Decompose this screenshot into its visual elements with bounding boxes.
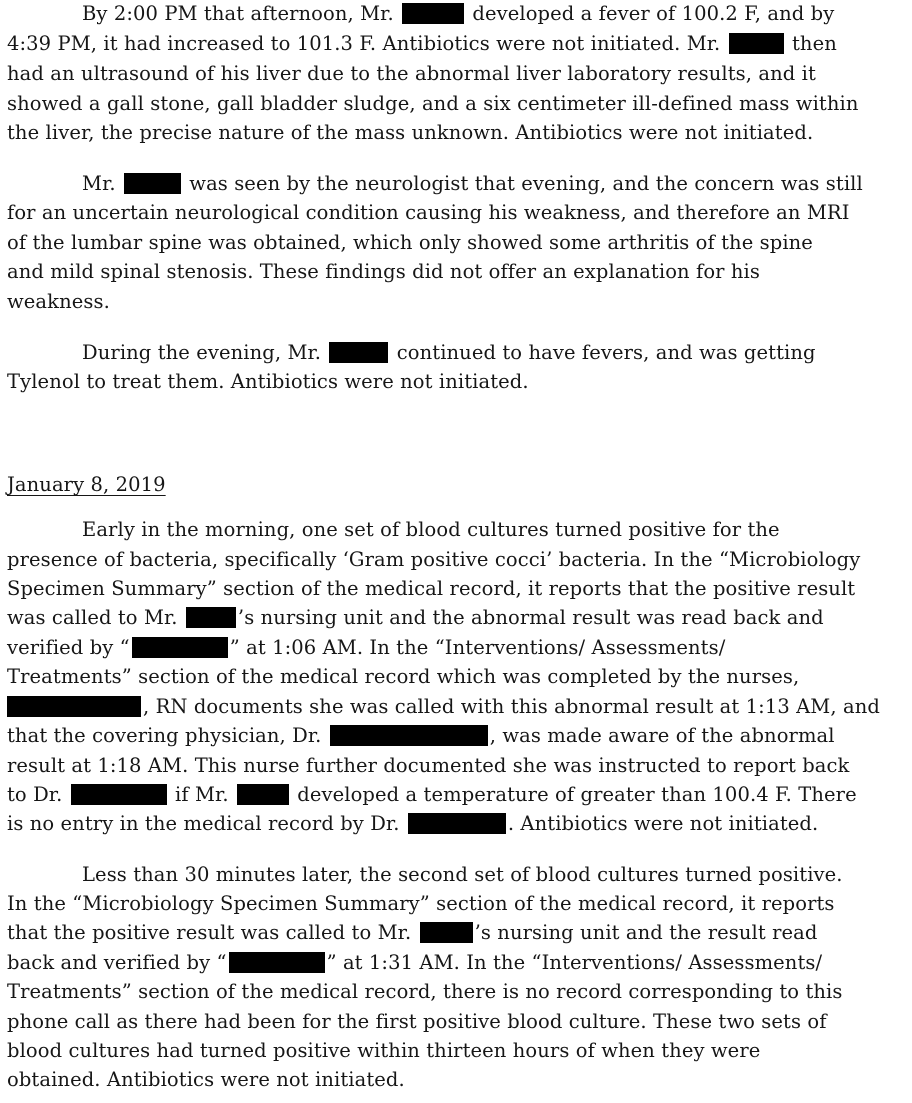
- date-heading: January 8, 2019: [7, 473, 166, 496]
- p1-line-5: the liver, the precise nature of the mass unknown. Antibiotics were not initiated.: [7, 121, 814, 144]
- p2-line-4: and mild spinal stenosis. These findings did not offer an explanation for his: [7, 260, 760, 283]
- redaction-box: [186, 607, 236, 628]
- p1-line-1: By 2:00 PM that afternoon, Mr. developed a fever of 100.2 F, and by: [82, 2, 835, 25]
- p4-line-10: to Dr. if Mr. developed a temperature of greater than 100.4 F. There: [7, 783, 857, 806]
- redaction-box: [408, 813, 506, 834]
- p2-line-3: of the lumbar spine was obtained, which only showed some arthritis of the spine: [7, 231, 813, 254]
- p2-line-2: for an uncertain neurological condition causing his weakness, and therefore an MRI: [7, 201, 850, 224]
- p2-line-1: Mr. was seen by the neurologist that evening, and the concern was still: [82, 172, 863, 195]
- p4-line-9: result at 1:18 AM. This nurse further documented she was instructed to report back: [7, 754, 850, 777]
- p5-line-2: In the “Microbiology Specimen Summary” section of the medical record, it reports: [7, 892, 835, 915]
- p1-line-4: showed a gall stone, gall bladder sludge, and a six centimeter ill-defined mass within: [7, 92, 859, 115]
- redaction-box: [132, 637, 228, 658]
- p5-line-6: phone call as there had been for the first positive blood culture. These two sets of: [7, 1010, 827, 1033]
- p1-line-2: 4:39 PM, it had increased to 101.3 F. Antibiotics were not initiated. Mr. then: [7, 32, 837, 55]
- redaction-box: [729, 33, 784, 54]
- redaction-box: [330, 725, 488, 746]
- p4-line-5: verified by “ ” at 1:06 AM. In the “Interventions/ Assessments/: [7, 636, 726, 659]
- redaction-box: [420, 922, 473, 943]
- p5-line-3: that the positive result was called to Mr. ’s nursing unit and the result read: [7, 921, 818, 944]
- p3-line-1: During the evening, Mr. continued to have fevers, and was getting: [82, 341, 816, 364]
- p5-line-5: Treatments” section of the medical record, there is no record corresponding to this: [7, 980, 843, 1003]
- redaction-box: [237, 784, 289, 805]
- p5-line-1: Less than 30 minutes later, the second set of blood cultures turned positive.: [82, 863, 843, 886]
- p4-line-2: presence of bacteria, specifically ‘Gram positive cocci’ bacteria. In the “Microbiology: [7, 548, 861, 571]
- p4-line-11: is no entry in the medical record by Dr. . Antibiotics were not initiated.: [7, 812, 819, 835]
- redaction-box: [7, 696, 141, 717]
- p2-line-5: weakness.: [7, 290, 110, 313]
- p4-line-4: was called to Mr. ’s nursing unit and the abnormal result was read back and: [7, 606, 824, 629]
- p4-line-8: that the covering physician, Dr. , was made aware of the abnormal: [7, 724, 835, 747]
- redaction-box: [71, 784, 167, 805]
- p5-line-7: blood cultures had turned positive within thirteen hours of when they were: [7, 1039, 761, 1062]
- redaction-box: [402, 3, 464, 24]
- p4-line-6: Treatments” section of the medical record which was completed by the nurses,: [7, 665, 800, 688]
- redaction-box: [229, 952, 325, 973]
- p3-line-2: Tylenol to treat them. Antibiotics were not initiated.: [7, 370, 529, 393]
- p4-line-7: , RN documents she was called with this abnormal result at 1:13 AM, and: [7, 693, 880, 721]
- p4-line-3: Specimen Summary” section of the medical record, it reports that the positive result: [7, 577, 856, 600]
- redaction-box: [329, 342, 388, 363]
- p5-line-8: obtained. Antibiotics were not initiated.: [7, 1068, 405, 1091]
- redaction-box: [124, 173, 181, 194]
- p1-line-3: had an ultrasound of his liver due to the abnormal liver laboratory results, and it: [7, 62, 816, 85]
- p4-line-1: Early in the morning, one set of blood cultures turned positive for the: [82, 518, 780, 541]
- p5-line-4: back and verified by “ ” at 1:31 AM. In the “Interventions/ Assessments/: [7, 951, 823, 974]
